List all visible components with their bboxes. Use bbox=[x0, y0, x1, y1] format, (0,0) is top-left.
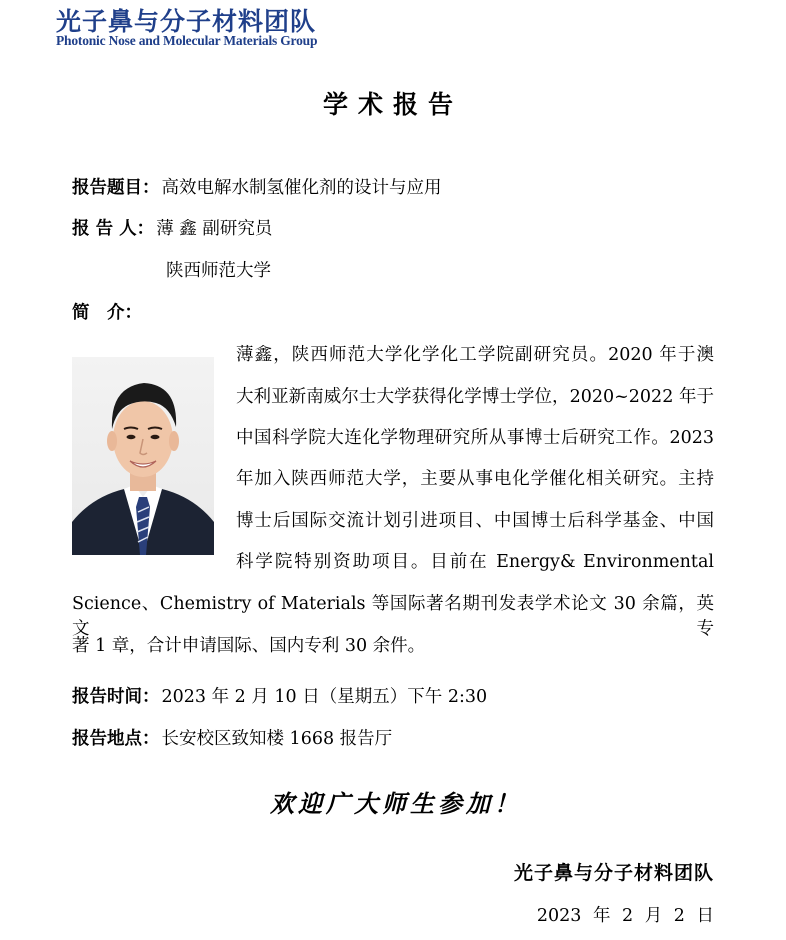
affiliation: 陕西师范大学 bbox=[166, 261, 271, 281]
location-label: 报告地点： bbox=[72, 729, 160, 749]
speaker-photo bbox=[72, 357, 214, 555]
speaker-row bbox=[72, 215, 272, 240]
speaker-label: 报 告 人： bbox=[72, 219, 155, 239]
bio-line-2: 大利亚新南威尔士大学获得化学博士学位，2020~2022 年于 bbox=[236, 387, 714, 407]
bio-line-7: Science、Chemistry of Materials 等国际著名期刊发表学术论文 30 余篇，英文专 bbox=[72, 594, 714, 639]
welcome-text: 欢迎广大师生参加！ bbox=[270, 789, 522, 818]
portrait-image bbox=[72, 357, 214, 555]
time-row bbox=[72, 683, 487, 708]
topic-label: 报告题目： bbox=[72, 178, 160, 198]
location-value: 长安校区致知楼 1668 报告厅 bbox=[161, 729, 393, 749]
time-value: 2023 年 2 月 10 日（星期五）下午 2:30 bbox=[161, 687, 488, 707]
footer-date: 2023 年 2 月 2 日 bbox=[536, 906, 714, 926]
bio-line-8: 著 1 章，合计申请国际、国内专利 30 余件。 bbox=[72, 636, 426, 656]
topic-value: 高效电解水制氢催化剂的设计与应用 bbox=[161, 178, 442, 198]
page-title: 学术报告 bbox=[322, 90, 463, 119]
bio-line-3: 中国科学院大连化学物理研究所从事博士后研究工作。2023 bbox=[236, 428, 714, 448]
topic-row bbox=[72, 174, 442, 199]
header-org-cn: 光子鼻与分子材料团队 bbox=[56, 7, 317, 36]
header-org-en: Photonic Nose and Molecular Materials Group bbox=[56, 33, 318, 48]
bio-line-4: 年加入陕西师范大学，主要从事电化学催化相关研究。主持 bbox=[236, 469, 714, 489]
footer-org: 光子鼻与分子材料团队 bbox=[513, 862, 714, 884]
bio-line-6: 科学院特别资助项目。目前在 Energy& Environmental bbox=[236, 552, 714, 572]
speaker-value: 薄 鑫 副研究员 bbox=[156, 219, 273, 239]
location-row bbox=[72, 725, 392, 750]
bio-line-1: 薄鑫，陕西师范大学化学化工学院副研究员。2020 年于澳 bbox=[236, 345, 714, 365]
intro-label: 简 介： bbox=[72, 303, 142, 323]
bio-line-5: 博士后国际交流计划引进项目、中国博士后科学基金、中国 bbox=[236, 511, 714, 531]
time-label: 报告时间： bbox=[72, 687, 160, 707]
